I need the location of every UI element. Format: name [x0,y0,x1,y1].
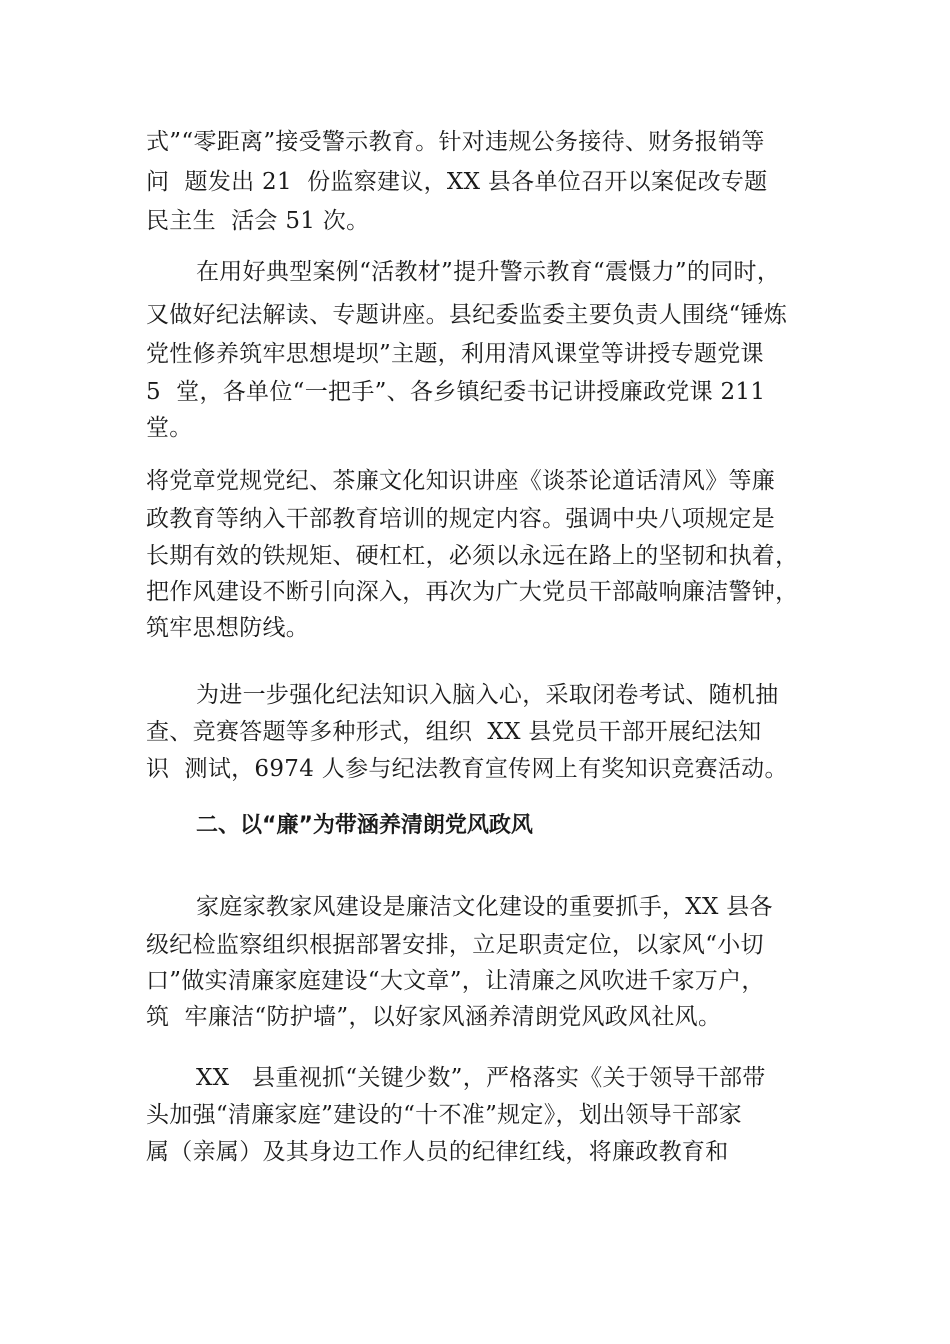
text-line: 头加强“清廉家庭”建设的“十不准”规定》，划出领导干部家 [146,1102,742,1128]
text-line: 堂。 [146,415,193,441]
text-line: 查、竞赛答题等多种形式，组织 XX 县党员干部开展纪法知 [146,719,762,745]
text-line: 筑 牢廉洁“防护墙”，以好家风涵养清朗党风政风社风。 [146,1004,722,1030]
text-line: 级纪检监察组织根据部署安排，立足职责定位，以家风“小切 [146,932,764,958]
text-line: XX 县重视抓“关键少数”，严格落实《关于领导干部带 [196,1065,766,1091]
text-line: 又做好纪法解读、专题讲座。县纪委监委主要负责人围绕“锤炼 [146,302,788,328]
text-line: 在用好典型案例“活教材”提升警示教育“震慑力”的同时， [196,259,781,285]
text-line: 口”做实清廉家庭建设“大文章”，让清廉之风吹进千家万户， [146,968,765,994]
text-line: 家庭家教家风建设是廉洁文化建设的重要抓手，XX 县各 [196,894,773,920]
text-line: 属（亲属）及其身边工作人员的纪律红线，将廉政教育和 [146,1139,729,1165]
text-line: 政教育等纳入干部教育培训的规定内容。强调中央八项规定是 [146,506,776,532]
section-heading: 二、以“廉”为带涵养清朗党风政风 [196,813,533,838]
text-line: 把作风建设不断引向深入，再次为广大党员干部敲响廉洁警钟， [146,579,799,605]
text-line: 5 堂，各单位“一把手”、各乡镇纪委书记讲授廉政党课 211 [146,379,766,405]
text-line: 民主生 活会 51 次。 [146,208,370,234]
text-line: 筑牢思想防线。 [146,615,310,641]
text-line: 长期有效的铁规矩、硬杠杠，必须以永远在路上的坚韧和执着， [146,543,799,569]
text-line: 将党章党规党纪、茶廉文化知识讲座《谈茶论道话清风》等廉 [146,468,776,494]
text-line: 问 题发出 21 份监察建议，XX 县各单位召开以案促改专题 [146,169,768,195]
text-line: 党性修养筑牢思想堤坝”主题，利用清风课堂等讲授专题党课 [146,341,764,367]
text-line: 式”“零距离”接受警示教育。针对违规公务接待、财务报销等 [146,129,765,155]
text-line: 为进一步强化纪法知识入脑入心，采取闭卷考试、随机抽 [196,682,779,708]
text-line: 识 测试，6974 人参与纪法教育宣传网上有奖知识竞赛活动。 [146,756,788,782]
